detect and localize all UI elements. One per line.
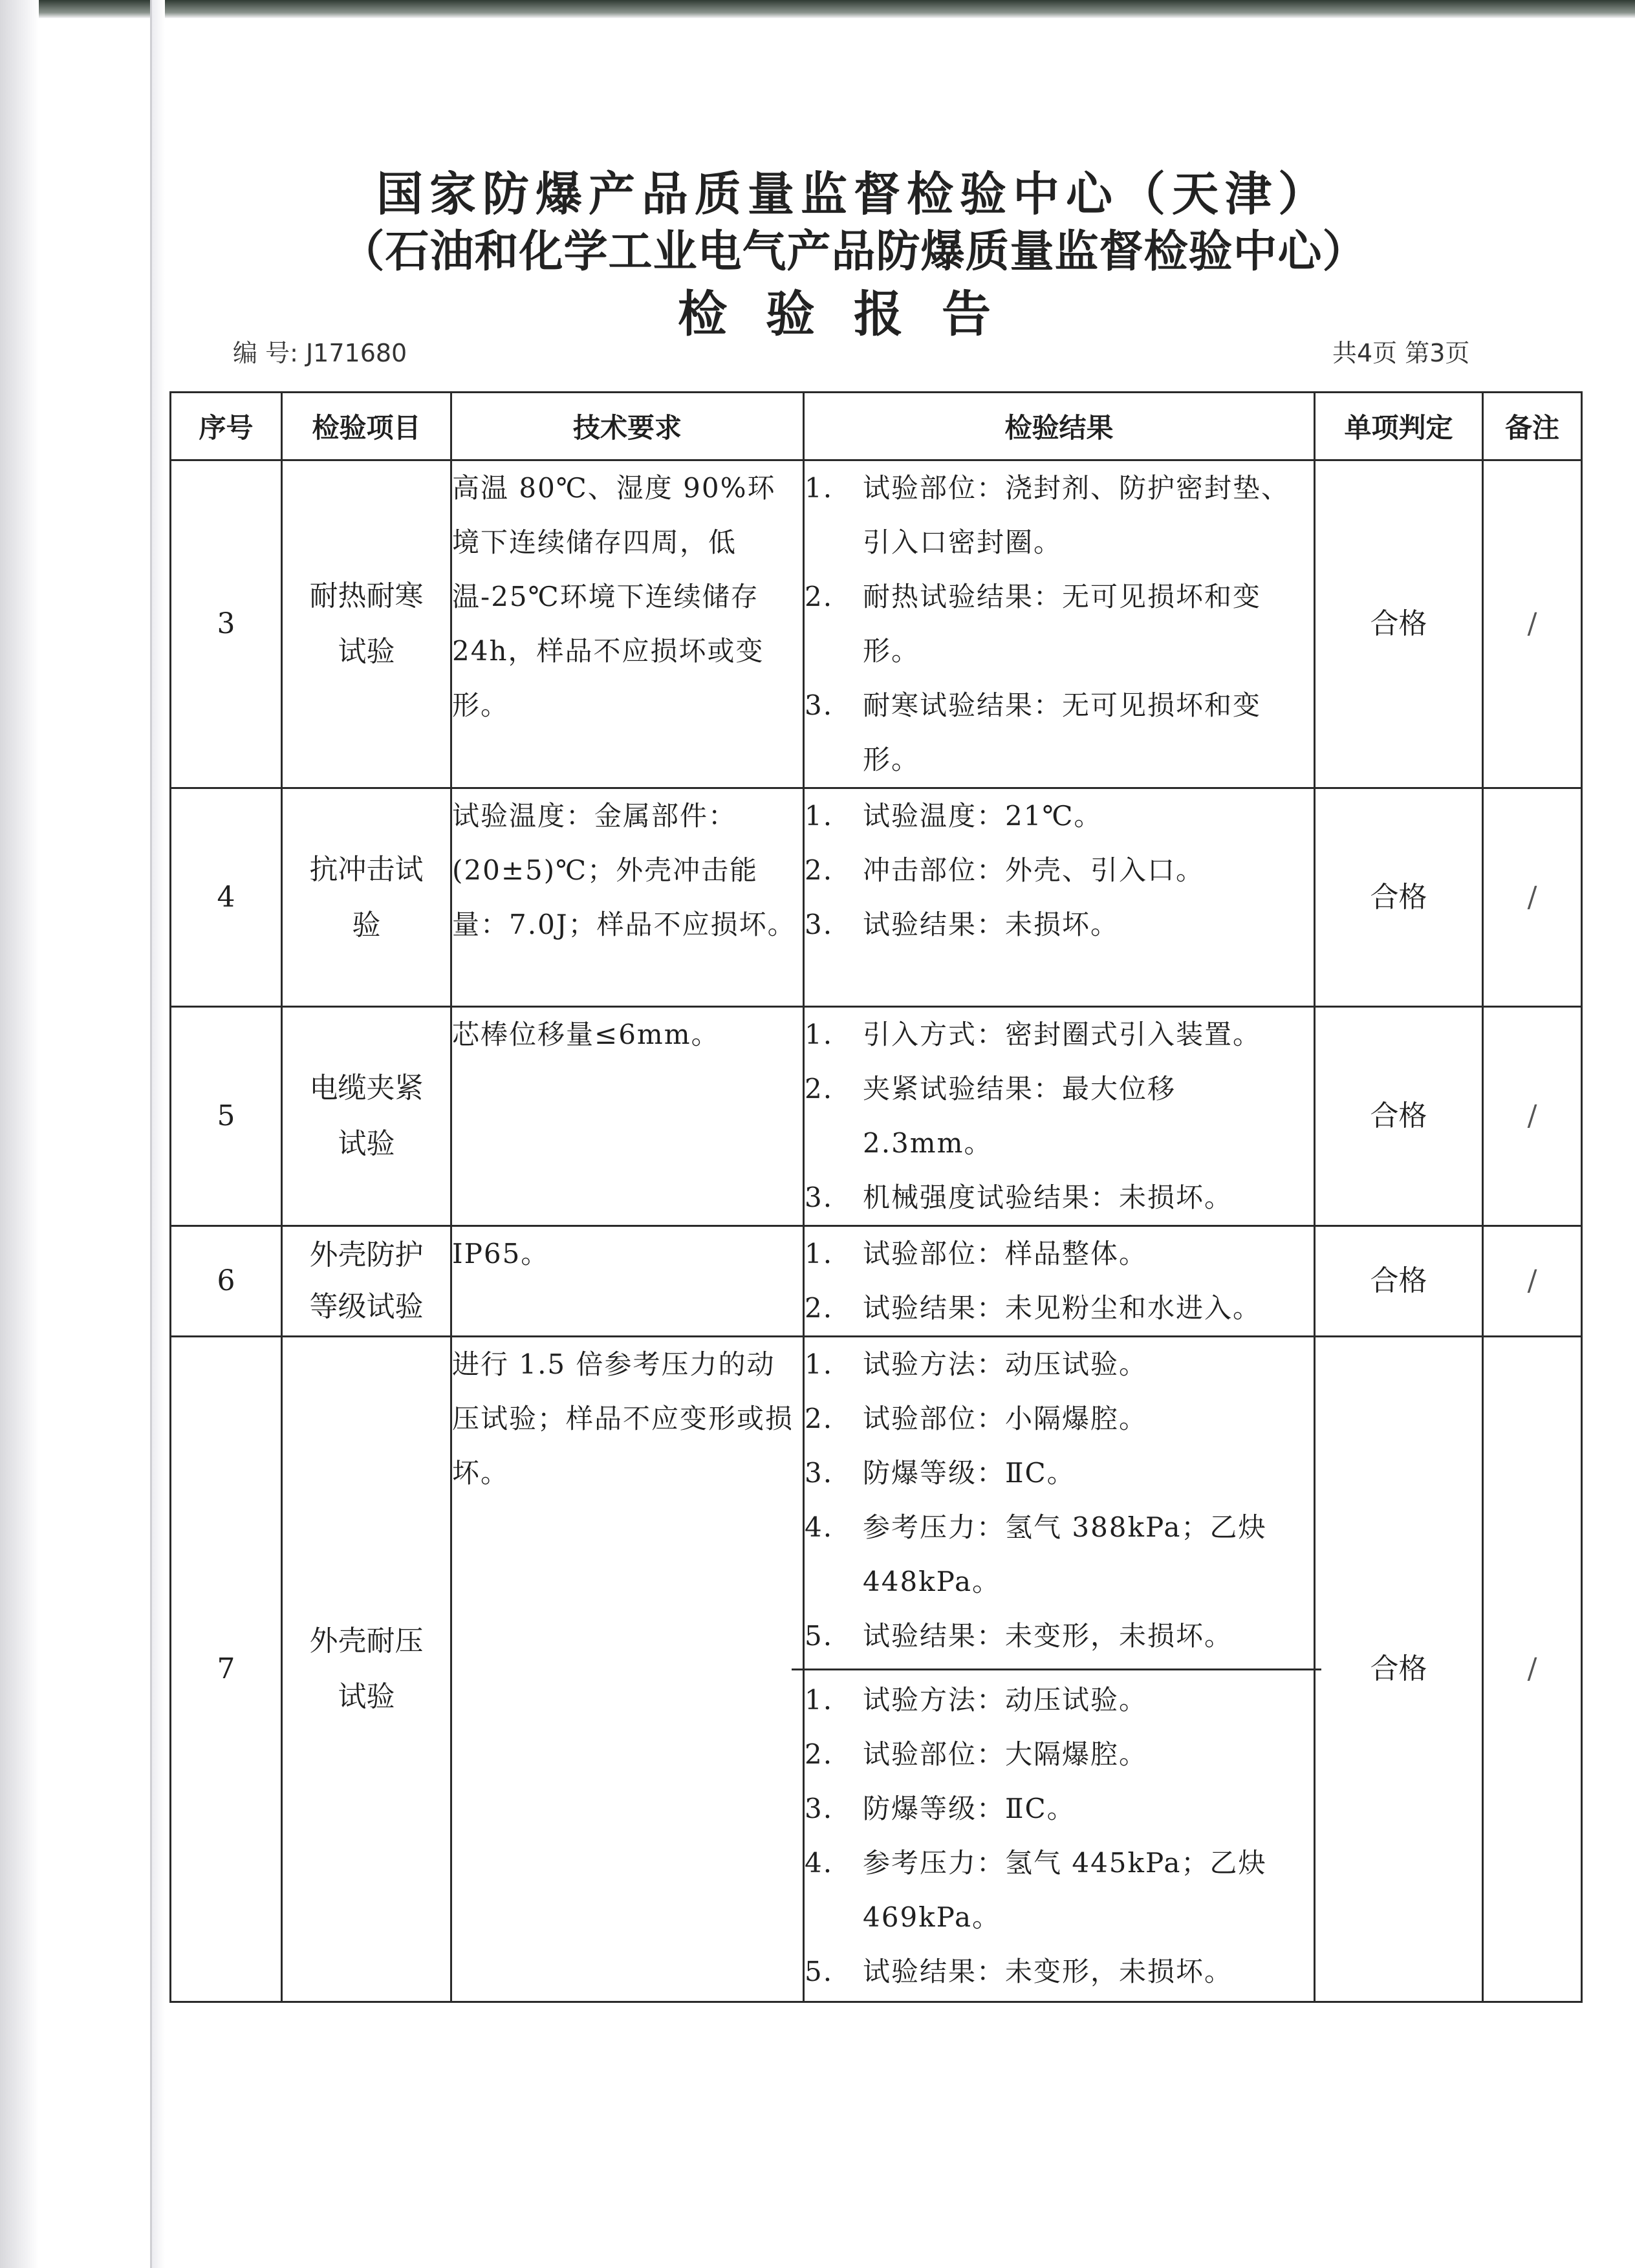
test-item: 耐热耐寒试验 (282, 460, 451, 788)
report-title: 检验报告 (678, 285, 1030, 343)
page-info: 共4页 第3页 (1332, 339, 1470, 367)
remark: / (1483, 1007, 1582, 1226)
result-group-large-chamber (805, 1673, 1314, 1999)
judgement: 合格 (1315, 460, 1483, 788)
result-item: 2. 试验部位：大隔爆腔。 (805, 1738, 1148, 1770)
title-line-2: （石油和化学工业电气产品防爆质量监督检验中心） (340, 226, 1367, 277)
technical-requirement: IP65。 (451, 1226, 804, 1337)
test-item: 抗冲击试验 (282, 788, 451, 1007)
table-row (171, 1337, 1582, 2002)
test-results (804, 1226, 1315, 1337)
row-number: 4 (171, 788, 282, 1007)
result-item: 5. 试验结果：未变形，未损坏。 (805, 1620, 1233, 1652)
result-item: 3. 机械强度试验结果：未损坏。 (805, 1182, 1233, 1213)
remark: / (1483, 460, 1582, 788)
row-number: 3 (171, 460, 282, 788)
column-header: 序号 (171, 393, 282, 460)
test-results (804, 460, 1315, 788)
table-row (171, 1226, 1582, 1337)
judgement: 合格 (1315, 1007, 1483, 1226)
judgement: 合格 (1315, 1337, 1483, 2002)
test-results (804, 788, 1315, 1007)
result-item: 3. 防爆等级：ⅡC。 (805, 1457, 1076, 1489)
result-item: 2. 夹紧试验结果：最大位移 2.3mm。 (805, 1073, 1176, 1159)
result-item: 4. 参考压力：氢气 445kPa；乙炔 469kPa。 (805, 1847, 1267, 1933)
table-header-row (171, 393, 1582, 460)
result-item: 2. 冲击部位：外壳、引入口。 (805, 854, 1205, 886)
technical-requirement: 芯棒位移量≤6mm。 (451, 1007, 804, 1226)
result-item: 1. 试验温度：21℃。 (805, 800, 1103, 832)
test-item: 外壳耐压试验 (282, 1337, 451, 2002)
test-item: 电缆夹紧试验 (282, 1007, 451, 1226)
result-item: 1. 引入方式：密封圈式引入装置。 (805, 1019, 1262, 1050)
scan-edge-left (0, 0, 39, 2268)
result-item: 5. 试验结果：未变形，未损坏。 (805, 1956, 1233, 1987)
binding-shadow (152, 0, 165, 2268)
result-item: 3. 防爆等级：ⅡC。 (805, 1793, 1076, 1824)
result-item: 3. 耐寒试验结果：无可见损坏和变形。 (805, 689, 1262, 775)
judgement: 合格 (1315, 788, 1483, 1007)
result-group-small-chamber (805, 1337, 1314, 1663)
result-item: 1. 试验部位：浇封剂、防护密封垫、引入口密封圈。 (805, 472, 1290, 558)
remark: / (1483, 1337, 1582, 2002)
result-item: 4. 参考压力：氢气 388kPa；乙炔 448kPa。 (805, 1511, 1267, 1597)
technical-requirement: 高温 80℃、湿度 90%环境下连续储存四周，低温-25℃环境下连续储存 24h，样品不应损坏或变形。 (451, 460, 804, 788)
column-header: 检验项目 (282, 393, 451, 460)
test-item: 外壳防护等级试验 (282, 1226, 451, 1337)
row-number: 6 (171, 1226, 282, 1337)
table-row (171, 788, 1582, 1007)
result-item: 2. 耐热试验结果：无可见损坏和变形。 (805, 581, 1262, 667)
result-item: 3. 试验结果：未损坏。 (805, 909, 1120, 940)
column-header: 技术要求 (451, 393, 804, 460)
column-header: 备注 (1483, 393, 1582, 460)
test-results (804, 1007, 1315, 1226)
result-item: 2. 试验结果：未见粉尘和水进入。 (805, 1292, 1262, 1324)
title-line-1: 国家防爆产品质量监督检验中心（天津） (376, 166, 1331, 221)
test-results (804, 1337, 1315, 2002)
column-header: 检验结果 (804, 393, 1315, 460)
result-item: 1. 试验部位：样品整体。 (805, 1238, 1148, 1269)
report-number: 编 号: J171680 (233, 339, 407, 367)
scan-edge-top (0, 0, 1635, 18)
result-item: 2. 试验部位：小隔爆腔。 (805, 1403, 1148, 1434)
inspection-table (169, 391, 1583, 2003)
result-item: 1. 试验方法：动压试验。 (805, 1348, 1148, 1380)
remark: / (1483, 1226, 1582, 1337)
column-header: 单项判定 (1315, 393, 1483, 460)
technical-requirement: 试验温度：金属部件：(20±5)℃；外壳冲击能量：7.0J；样品不应损坏。 (451, 788, 804, 1007)
result-item: 1. 试验方法：动压试验。 (805, 1684, 1148, 1716)
table-row (171, 1007, 1582, 1226)
judgement: 合格 (1315, 1226, 1483, 1337)
technical-requirement: 进行 1.5 倍参考压力的动压试验；样品不应变形或损坏。 (451, 1337, 804, 2002)
table-row (171, 460, 1582, 788)
remark: / (1483, 788, 1582, 1007)
row-number: 5 (171, 1007, 282, 1226)
row-number: 7 (171, 1337, 282, 2002)
